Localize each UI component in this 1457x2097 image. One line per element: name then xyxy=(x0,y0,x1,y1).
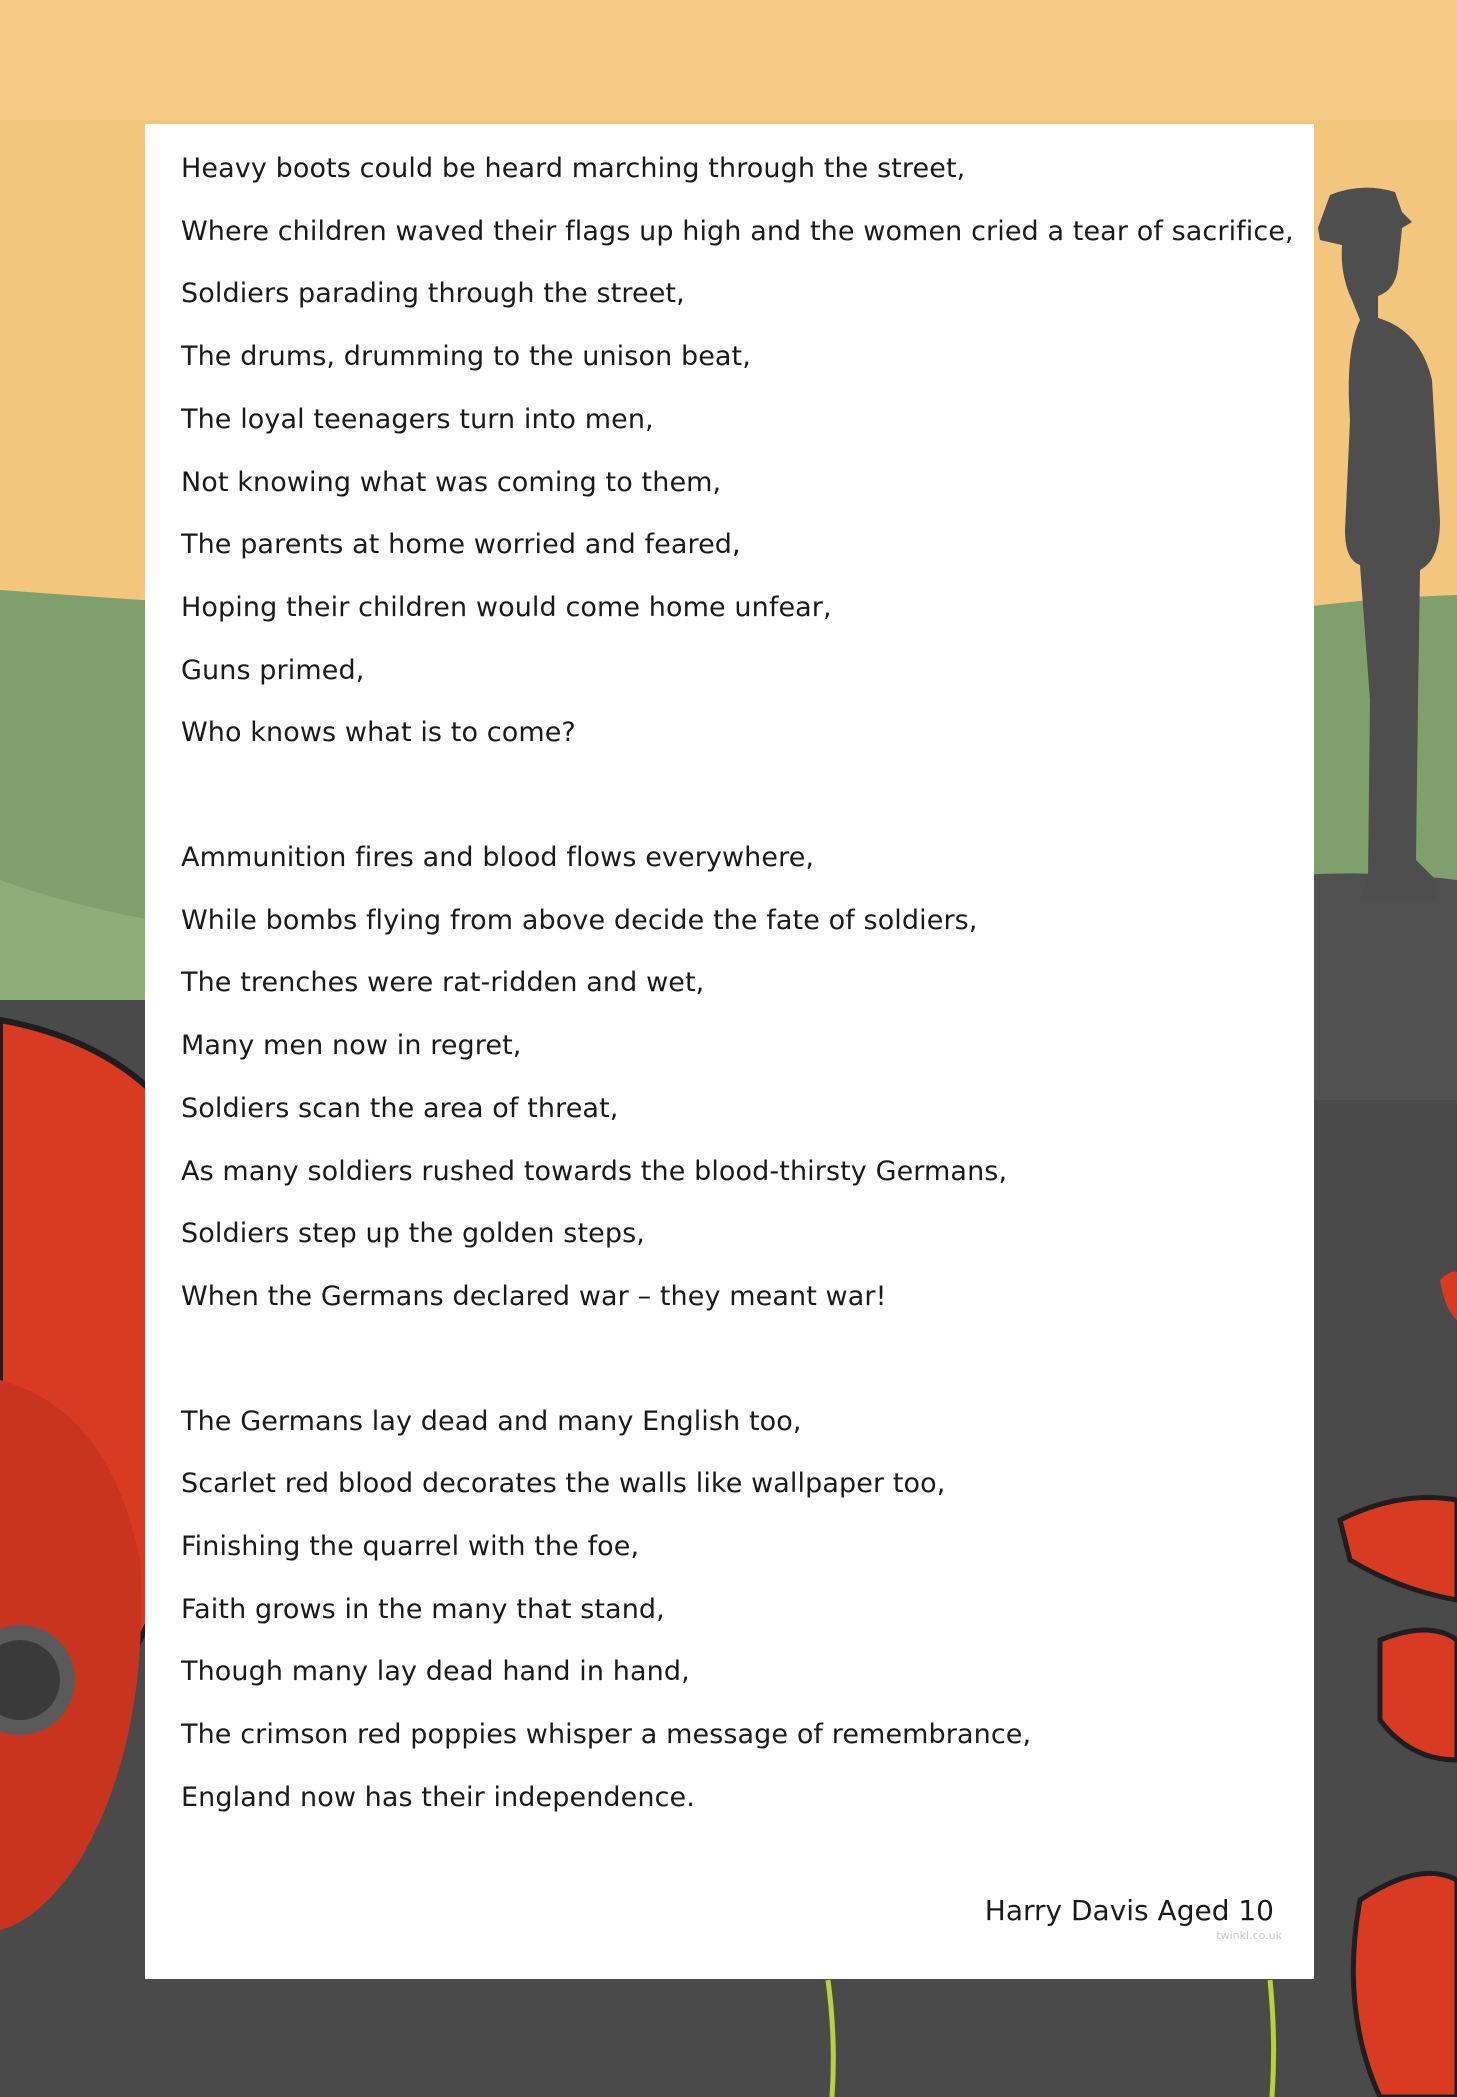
poem-line: Faith grows in the many that stand, xyxy=(181,1593,665,1625)
poem-line: As many soldiers rushed towards the blood-thirsty Germans, xyxy=(181,1155,1008,1187)
poem-line: The trenches were rat-ridden and wet, xyxy=(181,967,705,999)
poem-line: Scarlet red blood decorates the walls like wallpaper too, xyxy=(181,1468,946,1500)
poem-line: England now has their independence. xyxy=(181,1781,695,1813)
watermark: twinkl.co.uk xyxy=(1216,1929,1282,1942)
poem-line: Where children waved their flags up high and the women cried a tear of sacrifice, xyxy=(181,215,1294,247)
poem-line: Though many lay dead hand in hand, xyxy=(181,1656,690,1688)
poem-author: Harry Davis Aged 10 xyxy=(984,1894,1274,1927)
poem-line: When the Germans declared war – they meant war! xyxy=(181,1280,887,1312)
poem-paper xyxy=(145,124,1314,1979)
poem-line: The parents at home worried and feared, xyxy=(181,529,741,561)
poem-stanza xyxy=(181,827,1278,1329)
poem-line: Soldiers scan the area of threat, xyxy=(181,1092,619,1124)
poem-line: Hoping their children would come home unfear, xyxy=(181,591,832,623)
poem-line: Ammunition fires and blood flows everywhere, xyxy=(181,842,815,874)
poem-stanza xyxy=(181,138,1294,765)
poem-line: Soldiers step up the golden steps, xyxy=(181,1218,645,1250)
poem-line: Who knows what is to come? xyxy=(181,717,576,749)
poem-line: The crimson red poppies whisper a message of remembrance, xyxy=(181,1719,1032,1751)
poem-line: Not knowing what was coming to them, xyxy=(181,466,722,498)
poem-line: The loyal teenagers turn into men, xyxy=(181,403,654,435)
poem-line: Guns primed, xyxy=(181,654,365,686)
poem-stanza xyxy=(181,1391,1278,1830)
poem-body xyxy=(181,138,1294,1892)
poem-line: While bombs flying from above decide the fate of soldiers, xyxy=(181,904,978,936)
poem-line: Finishing the quarrel with the foe, xyxy=(181,1531,640,1563)
poem-line: Many men now in regret, xyxy=(181,1030,522,1062)
poem-line: The drums, drumming to the unison beat, xyxy=(181,341,751,373)
poem-line: Heavy boots could be heard marching through the street, xyxy=(181,153,966,184)
poem-line: The Germans lay dead and many English too, xyxy=(181,1405,802,1437)
poem-line: Soldiers parading through the street, xyxy=(181,278,685,310)
